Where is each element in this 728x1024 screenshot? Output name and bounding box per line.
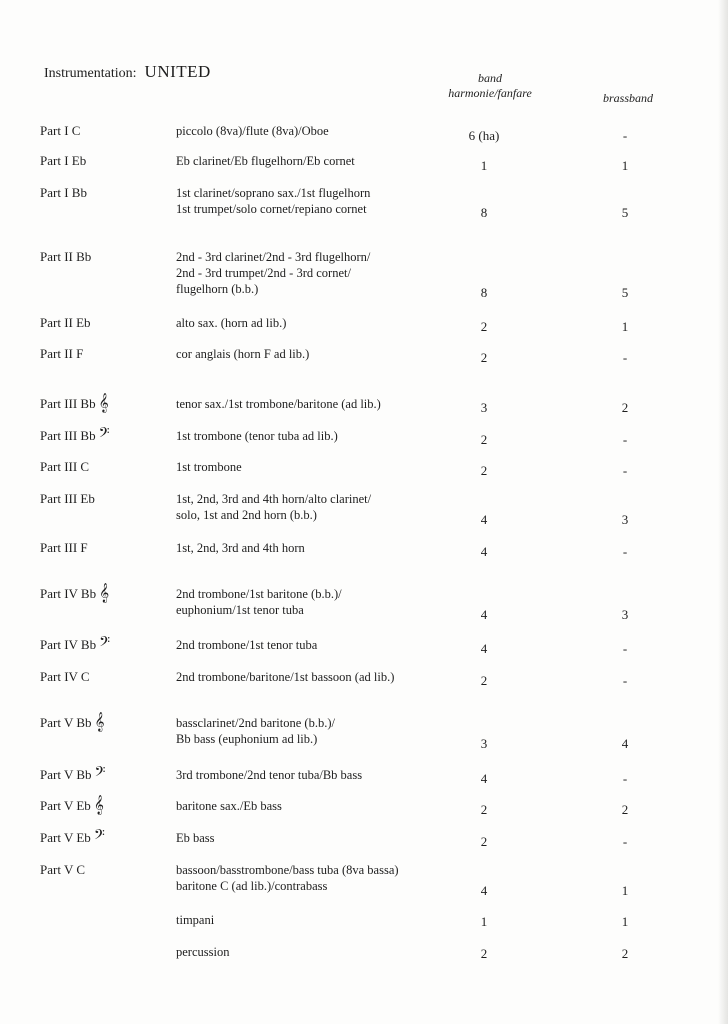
instrument-list: 1st trombone — [176, 460, 242, 474]
instrument-list: 2nd - 3rd clarinet/2nd - 3rd flugelhorn/ 2nd - 3rd trumpet/2nd - 3rd cornet/ flugelhorn (b.b.) — [176, 250, 371, 296]
brassband-count: 3 — [621, 512, 629, 527]
instrument-list: 1st clarinet/soprano sax./1st flugelhorn 1st trumpet/solo cornet/repiano cornet — [176, 186, 371, 216]
instrument-list: bassclarinet/2nd baritone (b.b.)/ Bb bass (euphonium ad lib.) — [176, 716, 335, 746]
column-header-band — [430, 71, 550, 101]
brassband-count: - — [622, 432, 628, 447]
band-count: 8 — [480, 285, 488, 300]
instrument-list: bassoon/basstrombone/bass tuba (8va bassa) baritone C (ad lib.)/contrabass — [176, 863, 399, 893]
band-count: 3 — [480, 736, 488, 751]
part-label — [40, 315, 91, 331]
part-name: Part I Bb — [40, 185, 87, 200]
part-name: Part I C — [40, 123, 81, 138]
instrument-list: 2nd trombone/1st baritone (b.b.)/ euphonium/1st tenor tuba — [176, 587, 342, 617]
part-name: Part I Eb — [40, 153, 87, 168]
band-count: 2 — [480, 319, 488, 334]
part-label — [40, 459, 89, 475]
part-name: Part II Bb — [40, 249, 92, 264]
band-count: 2 — [480, 834, 488, 849]
band-count: 2 — [480, 350, 488, 365]
part-name: Part II Eb — [40, 315, 91, 330]
part-name: Part IV C — [40, 669, 90, 684]
brassband-count: 1 — [621, 914, 629, 929]
part-name: Part III C — [40, 459, 90, 474]
band-count: 6 (ha) — [468, 128, 500, 143]
part-name: Part V Eb — [40, 830, 91, 845]
brassband-count: 1 — [621, 319, 629, 334]
brassband-count: - — [622, 673, 628, 688]
part-label — [40, 185, 87, 201]
instrument-list: 1st trombone (tenor tuba ad lib.) — [176, 429, 338, 443]
brassband-count: 2 — [621, 802, 629, 817]
instrument-list: 2nd trombone/1st tenor tuba — [176, 638, 318, 652]
treble-clef-icon: 𝄞 — [93, 795, 104, 814]
instrument-list: 1st, 2nd, 3rd and 4th horn/alto clarinet/ solo, 1st and 2nd horn (b.b.) — [176, 492, 372, 522]
band-count: 2 — [480, 463, 488, 478]
instrument-list: Eb bass — [176, 831, 215, 845]
part-name: Part IV Bb — [40, 586, 97, 601]
part-label — [40, 346, 83, 362]
part-name: Part V Bb — [40, 767, 92, 782]
bass-clef-icon: 𝄢 — [94, 764, 106, 783]
part-label — [40, 669, 90, 685]
part-name: Part IV Bb — [40, 637, 97, 652]
brassband-count: - — [622, 771, 628, 786]
part-label — [40, 862, 85, 878]
part-label — [40, 123, 80, 139]
bass-clef-icon: 𝄢 — [98, 425, 110, 444]
band-count: 3 — [480, 400, 488, 415]
part-label — [40, 540, 88, 556]
brassband-count: 1 — [621, 883, 629, 898]
column-header-band-line1: band — [478, 71, 502, 85]
band-count: 4 — [480, 771, 488, 786]
column-header-band-line2: harmonie/fanfare — [448, 86, 532, 100]
band-count: 2 — [480, 432, 488, 447]
part-name: Part V Bb — [40, 715, 92, 730]
brassband-count: 5 — [621, 205, 629, 220]
part-label — [40, 249, 91, 265]
instrument-list: cor anglais (horn F ad lib.) — [176, 347, 310, 361]
brassband-count: 2 — [621, 946, 629, 961]
brassband-count: - — [622, 834, 628, 849]
part-name: Part III Eb — [40, 491, 95, 506]
brassband-count: 1 — [621, 158, 629, 173]
brassband-count: 3 — [621, 607, 629, 622]
brassband-count: 5 — [621, 285, 629, 300]
band-count: 4 — [480, 641, 488, 656]
band-count: 4 — [480, 512, 488, 527]
part-label — [40, 583, 110, 602]
instrument-list: piccolo (8va)/flute (8va)/Oboe — [176, 124, 329, 138]
instrument-list: Eb clarinet/Eb flugelhorn/Eb cornet — [176, 154, 355, 168]
band-count: 2 — [480, 946, 488, 961]
instrument-list: baritone sax./Eb bass — [176, 799, 282, 813]
part-label — [40, 827, 105, 846]
instrument-list: 3rd trombone/2nd tenor tuba/Bb bass — [176, 768, 363, 782]
part-label — [40, 153, 86, 169]
band-count: 2 — [480, 673, 488, 688]
part-label — [40, 712, 105, 731]
page-title: UNITED — [144, 62, 211, 81]
part-name: Part V Eb — [40, 798, 91, 813]
brassband-count: 2 — [621, 400, 629, 415]
part-name: Part III Bb — [40, 428, 96, 443]
band-count: 4 — [480, 544, 488, 559]
bass-clef-icon: 𝄢 — [93, 827, 105, 846]
part-name: Part III Bb — [40, 396, 96, 411]
part-label — [40, 491, 95, 507]
instrument-list: tenor sax./1st trombone/baritone (ad lib.) — [176, 397, 381, 411]
instrument-list: alto sax. (horn ad lib.) — [176, 316, 287, 330]
part-label — [40, 634, 111, 653]
band-count: 4 — [480, 883, 488, 898]
band-count: 2 — [480, 802, 488, 817]
part-label — [40, 393, 109, 412]
part-name: Part V C — [40, 862, 86, 877]
page-heading — [44, 62, 211, 82]
band-count: 8 — [480, 205, 488, 220]
instrument-list: 2nd trombone/baritone/1st bassoon (ad lib.) — [176, 670, 395, 684]
bass-clef-icon: 𝄢 — [99, 634, 111, 653]
part-label — [40, 425, 110, 444]
part-name: Part III F — [40, 540, 88, 555]
instrumentation-label: Instrumentation: — [44, 66, 137, 81]
instrument-list: 1st, 2nd, 3rd and 4th horn — [176, 541, 305, 555]
band-count: 1 — [480, 158, 488, 173]
brassband-count: 4 — [621, 736, 629, 751]
brassband-count: - — [622, 544, 628, 559]
band-count: 1 — [480, 914, 488, 929]
part-label — [40, 764, 106, 783]
instrument-list: percussion — [176, 945, 230, 959]
treble-clef-icon: 𝄞 — [98, 393, 109, 412]
brassband-count: - — [622, 350, 628, 365]
brassband-count: - — [622, 463, 628, 478]
brassband-count: - — [622, 128, 628, 143]
treble-clef-icon: 𝄞 — [94, 712, 105, 731]
brassband-count: - — [622, 641, 628, 656]
instrument-list: timpani — [176, 913, 215, 927]
part-label — [40, 795, 104, 814]
column-header-brassband: brassband — [602, 91, 653, 105]
band-count: 4 — [480, 607, 488, 622]
part-name: Part II F — [40, 346, 84, 361]
page-edge-shadow — [718, 0, 728, 1024]
treble-clef-icon: 𝄞 — [99, 583, 110, 602]
